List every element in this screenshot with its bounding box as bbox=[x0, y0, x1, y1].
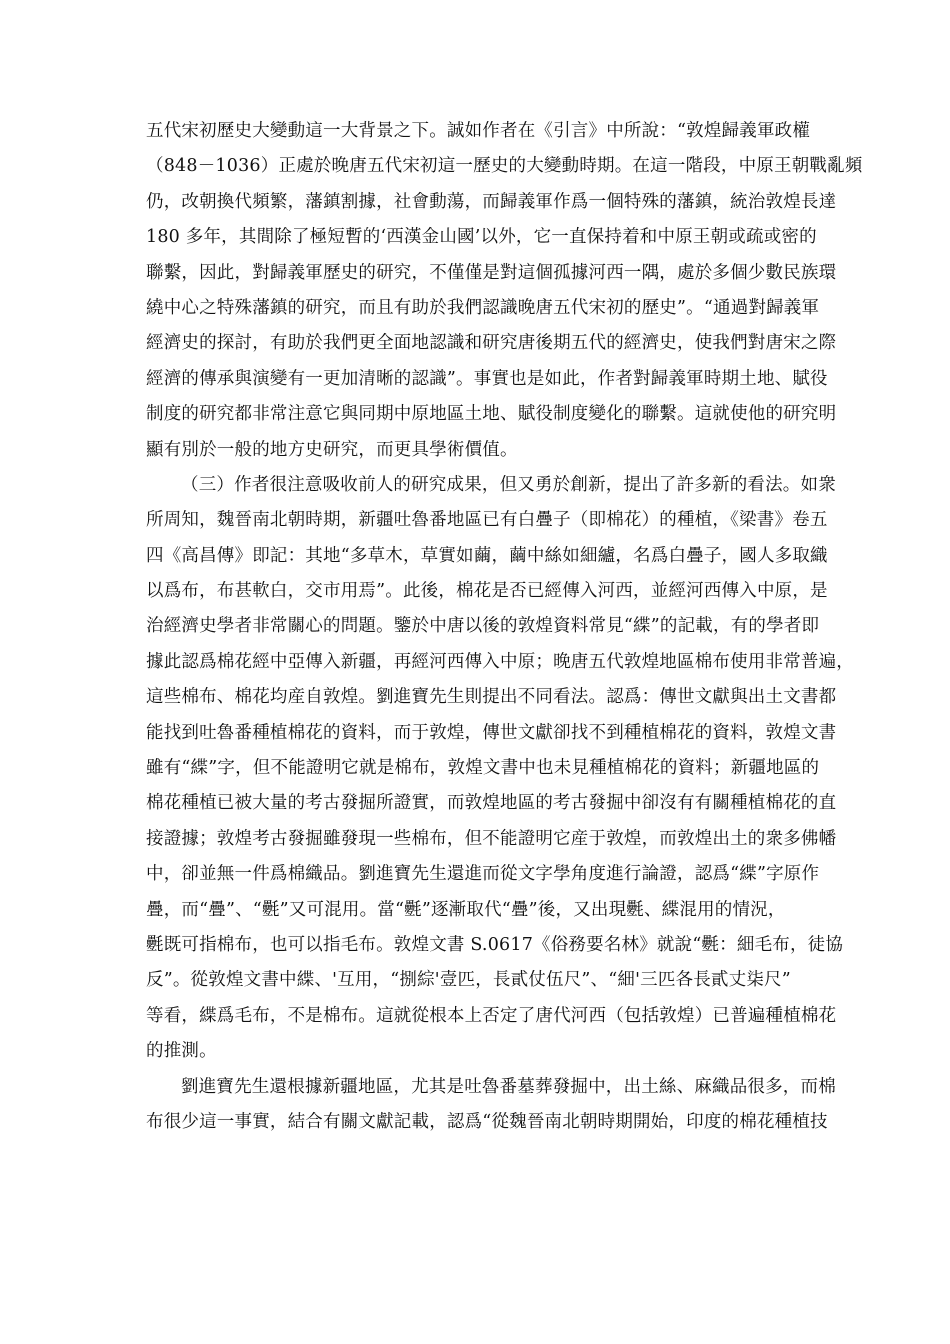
body-text bbox=[146, 114, 863, 1140]
text-line: 經濟的傳承與演變有一更加清晰的認識”。事實也是如此，作者對歸義軍時期土地、賦役 bbox=[146, 368, 828, 389]
text-line: 棉花種植已被大量的考古發掘所證實，而敦煌地區的考古發掘中卻沒有有關種植棉花的直 bbox=[146, 793, 837, 814]
text-line: 反”。從敦煌文書中緤、'互用，“捌綜'壹匹，長貳仗伍尺”、“細'三匹各長貳丈柒尺” bbox=[146, 970, 791, 991]
text-line: 仍，改朝換代頻繁，藩鎮割據，社會動蕩，而歸義軍作爲一個特殊的藩鎮，統治敦煌長達 bbox=[146, 191, 837, 212]
paragraph-3 bbox=[146, 1070, 836, 1141]
text-line: 的推測。 bbox=[146, 1041, 217, 1062]
text-line: 布很少這一事實，結合有關文獻記載，認爲“從魏晉南北朝時期開始，印度的棉花種植技 bbox=[146, 1111, 828, 1132]
text-line: 中，卻並無一件爲棉織品。劉進寶先生還進而從文字學角度進行論證，認爲“緤”字原作 bbox=[146, 864, 820, 885]
paragraph-2 bbox=[146, 468, 854, 1070]
text-line: 等看，緤爲毛布，不是棉布。這就從根本上否定了唐代河西（包括敦煌）已普遍種植棉花 bbox=[146, 1005, 837, 1026]
text-line: 能找到吐魯番種植棉花的資料，而于敦煌，傳世文獻卻找不到種植棉花的資料，敦煌文書 bbox=[146, 722, 837, 743]
text-line: 以爲布，布甚軟白，交市用焉”。此後，棉花是否已經傳入河西，並經河西傳入中原，是 bbox=[146, 581, 828, 602]
text-line: 治經濟史學者非常關心的問題。鑒於中唐以後的敦煌資料常見“緤”的記載，有的學者即 bbox=[146, 616, 820, 637]
text-line: 雖有“緤”字，但不能證明它就是棉布，敦煌文書中也未見種植棉花的資料；新疆地區的 bbox=[146, 758, 820, 779]
text-line: 聯繫，因此，對歸義軍歷史的研究，不僅僅是對這個孤據河西一隅，處於多個少數民族環 bbox=[146, 262, 837, 283]
text-line: 接證據；敦煌考古發掘雖發現一些棉布，但不能證明它産于敦煌，而敦煌出土的衆多佛幡 bbox=[146, 828, 837, 849]
text-line: 這些棉布、棉花均産自敦煌。劉進寶先生則提出不同看法。認爲：傳世文獻與出土文書都 bbox=[146, 687, 837, 708]
text-line: 據此認爲棉花經中亞傳入新疆，再經河西傳入中原；晚唐五代敦煌地區棉布使用非常普遍， bbox=[146, 651, 854, 672]
text-line: （三）作者很注意吸收前人的研究成果，但又勇於創新，提出了許多新的看法。如衆 bbox=[181, 474, 836, 495]
text-line: 制度的研究都非常注意它與同期中原地區土地、賦役制度變化的聯繫。這就使他的研究明 bbox=[146, 404, 837, 425]
text-line: 180 多年，其間除了極短暫的‘西漢金山國’以外，它一直保持着和中原王朝或疏或密的 bbox=[146, 227, 817, 248]
text-line: 疊，而“疊”、“氎”又可混用。當“氎”逐漸取代“疊”後，又出現氎、緤混用的情況， bbox=[146, 899, 786, 920]
text-line: 繞中心之特殊藩鎮的研究，而且有助於我們認識晚唐五代宋初的歷史”。“通過對歸義軍 bbox=[146, 297, 820, 318]
text-line: （848－1036）正處於晚唐五代宋初這一歷史的大變動時期。在這一階段，中原王朝戰亂頻 bbox=[146, 156, 863, 177]
text-line: 四《高昌傳》即記：其地“多草木，草實如繭，繭中絲如細纑，名爲白疊子，國人多取織 bbox=[146, 545, 828, 566]
text-line: 經濟史的探討，有助於我們更全面地認識和研究唐後期五代的經濟史，使我們對唐宋之際 bbox=[146, 333, 837, 354]
text-line: 所周知，魏晉南北朝時期，新疆吐魯番地區已有白疊子（即棉花）的種植，《梁書》卷五 bbox=[146, 510, 828, 531]
text-line: 氎既可指棉布，也可以指毛布。敦煌文書 S.0617《俗務要名林》就說“氎：細毛布，徒協 bbox=[146, 934, 844, 955]
text-line: 劉進寶先生還根據新疆地區，尤其是吐魯番墓葬發掘中，出土絲、麻織品很多，而棉 bbox=[181, 1076, 836, 1097]
text-line: 五代宋初歷史大變動這一大背景之下。誠如作者在《引言》中所說：“敦煌歸義軍政權 bbox=[146, 121, 811, 141]
text-line: 顯有別於一般的地方史研究，而更具學術價值。 bbox=[146, 439, 518, 460]
paragraph-1 bbox=[146, 114, 863, 468]
